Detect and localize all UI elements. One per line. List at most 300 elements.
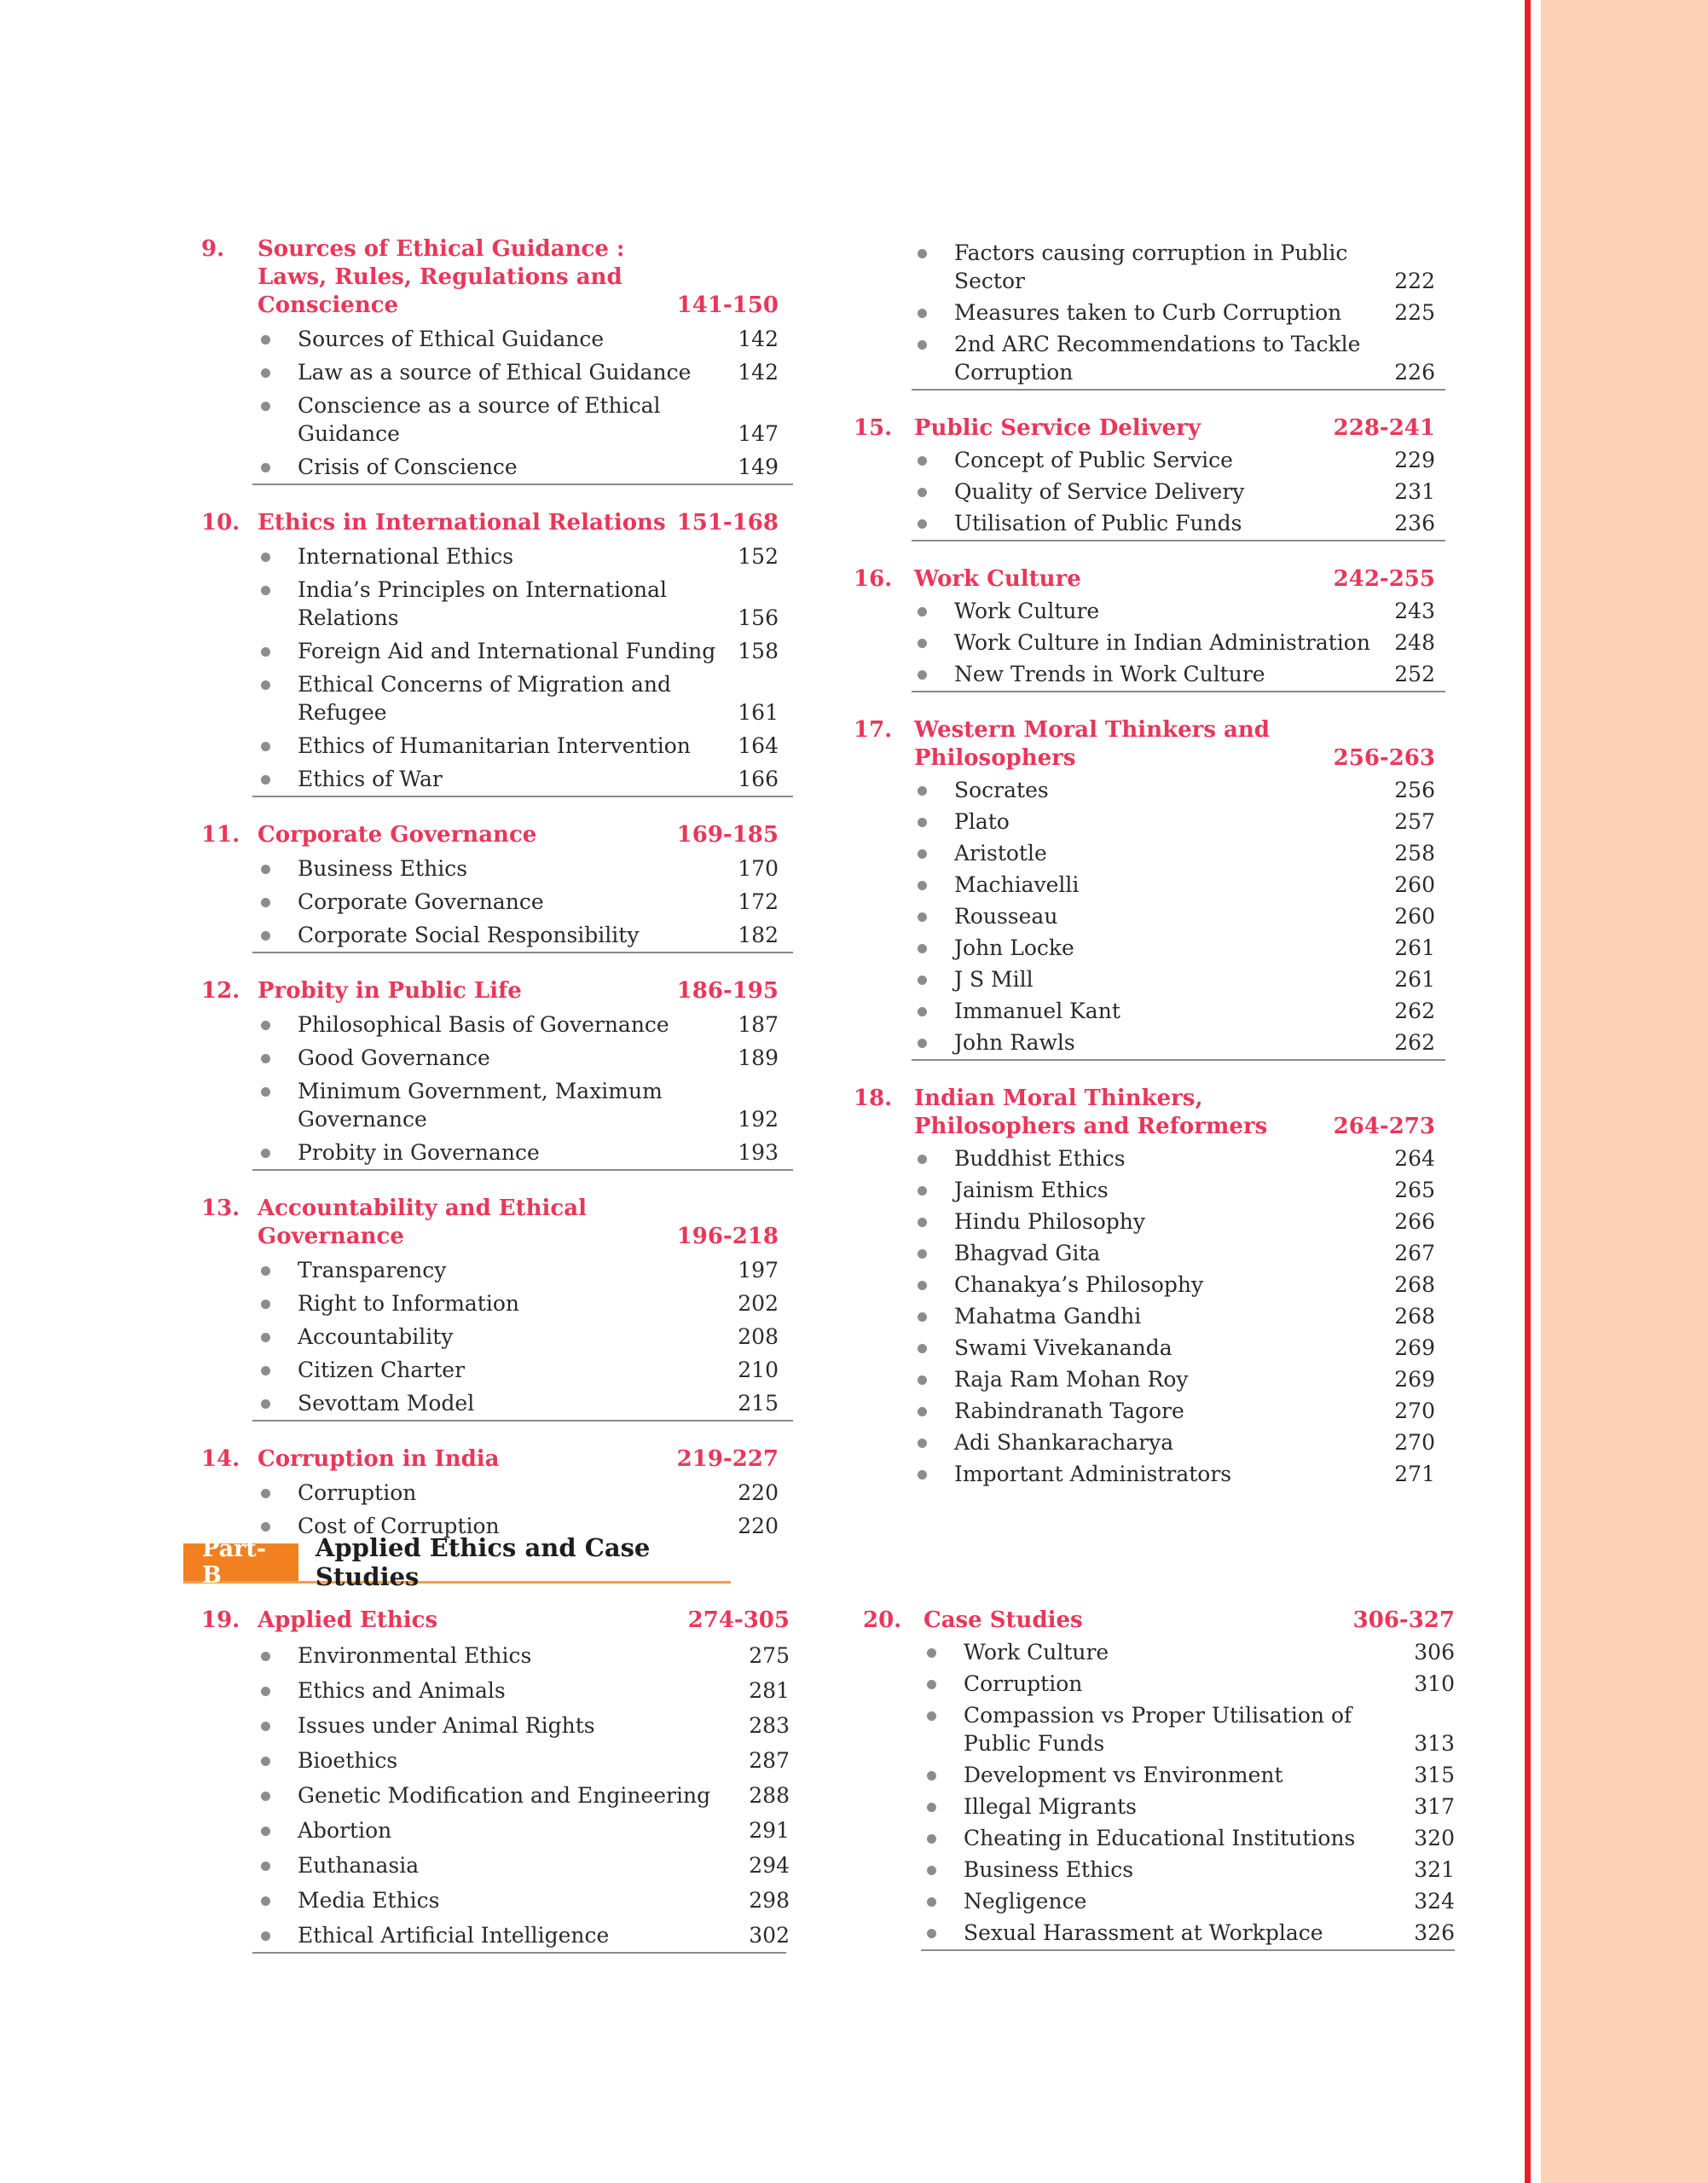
toc-right-sections [854, 414, 1445, 1488]
chapter-title: Public Service Delivery [914, 415, 1201, 441]
toc-entry[interactable] [201, 854, 793, 883]
section-divider [252, 484, 793, 485]
toc-entry[interactable] [201, 670, 793, 727]
bullet-icon [927, 1929, 936, 1938]
toc-entry-title: Sevottam Model [298, 1391, 475, 1416]
toc-entry-title: Abortion [298, 1818, 392, 1843]
toc-entry-page: 182 [738, 923, 779, 947]
bullet-icon [918, 944, 927, 953]
chapter-number: 14. [201, 1446, 240, 1472]
bullet-icon [918, 340, 927, 350]
bullet-icon [927, 1834, 936, 1844]
toc-entry-page: 310 [1414, 1671, 1455, 1696]
section-divider [252, 1952, 786, 1954]
chapter-number: 15. [854, 415, 893, 441]
bullet-icon [261, 402, 270, 411]
chapter-topic-list [854, 446, 1445, 537]
toc-entry-page: 324 [1414, 1889, 1455, 1914]
toc-entry[interactable] [201, 1921, 790, 1949]
toc-entry-page: 226 [1394, 360, 1435, 385]
toc-entry[interactable] [854, 934, 1445, 962]
bullet-icon [261, 680, 270, 690]
bullet-icon [261, 1333, 270, 1342]
bullet-icon [261, 1652, 270, 1661]
toc-section [201, 977, 793, 1171]
toc-entry[interactable] [863, 1887, 1455, 1915]
bullet-icon [261, 335, 270, 345]
toc-entry[interactable] [863, 1761, 1455, 1789]
toc-entry-title: Immanuel Kant [954, 999, 1120, 1023]
toc-entry-page: 264 [1394, 1146, 1435, 1171]
toc-entry-page: 270 [1394, 1398, 1435, 1423]
toc-entry-page: 288 [749, 1783, 790, 1808]
toc-entry[interactable] [201, 1479, 793, 1507]
bullet-icon [918, 1375, 927, 1385]
toc-entry-page: 149 [738, 455, 779, 479]
toc-entry[interactable] [854, 330, 1445, 386]
chapter-heading[interactable] [854, 565, 1445, 594]
toc-entry-page: 306 [1414, 1640, 1455, 1665]
page-edge-red-rule [1525, 0, 1531, 2183]
toc-entry-title: Foreign Aid and International Funding [298, 639, 716, 663]
toc-entry[interactable] [854, 776, 1445, 804]
toc-entry[interactable] [854, 298, 1445, 327]
toc-entry-title: India’s Principles on International Relations [298, 577, 668, 630]
toc-left-column [201, 235, 793, 1564]
toc-entry[interactable] [854, 1397, 1445, 1425]
toc-entry-page: 158 [738, 639, 779, 663]
toc-entry[interactable] [863, 1670, 1455, 1698]
toc-entry-title: Rabindranath Tagore [954, 1398, 1184, 1423]
toc-continued-section [854, 239, 1445, 391]
toc-entry[interactable] [854, 1144, 1445, 1173]
toc-entry-title: Mahatma Gandhi [954, 1304, 1142, 1329]
bullet-icon [918, 456, 927, 466]
chapter-page-range: 219-227 [676, 1446, 779, 1472]
toc-entry[interactable] [201, 1356, 793, 1384]
toc-entry-page: 152 [738, 544, 779, 569]
toc-entry-page: 225 [1394, 300, 1435, 325]
toc-entry[interactable] [201, 453, 793, 481]
toc-entry-page: 164 [738, 733, 779, 758]
toc-entry-page: 302 [749, 1923, 790, 1948]
toc-entry[interactable] [201, 637, 793, 665]
toc-entry-title: Corruption [964, 1671, 1083, 1696]
toc-entry-page: 236 [1394, 511, 1435, 536]
bullet-icon [261, 1087, 270, 1097]
toc-entry-page: 257 [1394, 809, 1435, 834]
toc-entry-title: New Trends in Work Culture [954, 662, 1265, 686]
bullet-icon [261, 1266, 270, 1276]
toc-section [201, 1195, 793, 1422]
chapter-title: Indian Moral Thinkers, Philosophers and Reformers [914, 1086, 1268, 1139]
toc-entry-page: 193 [738, 1140, 779, 1165]
toc-entry-title: Work Culture [954, 599, 1100, 623]
bullet-icon [261, 742, 270, 751]
toc-entry-title: Conscience as a source of Ethical Guidance [298, 393, 661, 446]
chapter-page-range: 228-241 [1333, 415, 1435, 441]
toc-entry[interactable] [201, 1851, 790, 1879]
bullet-icon [918, 1312, 927, 1322]
toc-entry[interactable] [201, 732, 793, 760]
chapter-number: 11. [201, 822, 240, 848]
bullet-icon [261, 1489, 270, 1498]
toc-entry-title: 2nd ARC Recommendations to Tackle Corruption [954, 332, 1361, 385]
bullet-icon [918, 639, 927, 648]
toc-entry-title: John Rawls [954, 1030, 1075, 1055]
toc-entry[interactable] [854, 1428, 1445, 1456]
toc-entry-page: 291 [749, 1818, 790, 1843]
toc-entry-title: International Ethics [298, 544, 514, 569]
bullet-icon [261, 1149, 270, 1158]
bullet-icon [261, 865, 270, 874]
toc-entry[interactable] [854, 997, 1445, 1025]
toc-entry-title: Development vs Environment [964, 1763, 1283, 1787]
toc-entry-title: Philosophical Basis of Governance [298, 1012, 669, 1037]
toc-entry-page: 315 [1414, 1763, 1455, 1787]
bullet-icon [918, 1470, 927, 1479]
toc-entry[interactable] [201, 1886, 790, 1914]
bullet-icon [918, 1186, 927, 1196]
toc-entry-page: 248 [1394, 630, 1435, 655]
toc-entry-page: 326 [1414, 1920, 1455, 1945]
toc-entry-title: Machiavelli [954, 872, 1080, 897]
toc-entry-title: J S Mill [954, 967, 1033, 992]
toc-section [201, 235, 793, 485]
toc-entry[interactable] [854, 1271, 1445, 1299]
toc-entry[interactable] [201, 391, 793, 448]
toc-entry-page: 170 [738, 856, 779, 881]
section-divider [252, 796, 793, 797]
toc-entry-title: Raja Ram Mohan Roy [954, 1367, 1189, 1392]
toc-entry-title: Socrates [954, 778, 1049, 802]
bullet-icon [927, 1711, 936, 1721]
chapter-title: Sources of Ethical Guidance : Laws, Rules, Regulations and Conscience [258, 236, 625, 318]
toc-section [854, 565, 1445, 692]
toc-entry[interactable] [201, 1711, 790, 1740]
chapter-topic-list [854, 776, 1445, 1057]
bullet-icon [927, 1771, 936, 1781]
toc-entry[interactable] [201, 1138, 793, 1167]
bullet-icon [918, 519, 927, 529]
toc-entry[interactable] [863, 1919, 1455, 1947]
part-b-tag: Part-B [183, 1543, 298, 1581]
chapter-topic-list [201, 1479, 793, 1540]
bullet-icon [261, 368, 270, 378]
chapter-heading[interactable] [854, 414, 1445, 443]
toc-entry-page: 215 [738, 1391, 779, 1416]
toc-entry-page: 281 [749, 1678, 790, 1703]
toc-entry-title: Media Ethics [298, 1888, 440, 1913]
toc-entry[interactable] [201, 1256, 793, 1284]
bullet-icon [918, 1439, 927, 1448]
chapter-heading[interactable] [201, 235, 793, 320]
toc-entry-title: Business Ethics [964, 1857, 1134, 1882]
part-b-left-column [201, 1607, 790, 1954]
toc-entry[interactable] [854, 478, 1445, 506]
part-b-title: Applied Ethics and Case Studies [315, 1533, 651, 1591]
toc-entry-title: Important Administrators [954, 1462, 1232, 1486]
bullet-icon [927, 1648, 936, 1658]
toc-section [201, 1607, 790, 1954]
toc-entry-page: 294 [749, 1853, 790, 1878]
chapter-page-range: 264-273 [1333, 1114, 1435, 1139]
toc-entry-page: 275 [749, 1643, 790, 1668]
toc-entry[interactable] [854, 902, 1445, 930]
toc-entry-page: 266 [1394, 1209, 1435, 1234]
bullet-icon [918, 849, 927, 859]
toc-entry[interactable] [854, 446, 1445, 474]
chapter-heading[interactable] [201, 977, 793, 1005]
bullet-icon [261, 1366, 270, 1375]
toc-entry-title: Probity in Governance [298, 1140, 540, 1165]
section-divider [912, 389, 1445, 391]
toc-entry-page: 210 [738, 1358, 779, 1382]
toc-entry[interactable] [201, 1746, 790, 1775]
toc-entry-page: 156 [738, 605, 779, 630]
chapter-number: 16. [854, 566, 893, 592]
toc-entry[interactable] [863, 1638, 1455, 1666]
chapter-page-range: 242-255 [1333, 566, 1435, 592]
chapter-topic-list [201, 854, 793, 949]
toc-entry[interactable] [854, 660, 1445, 688]
toc-entry-page: 231 [1394, 479, 1435, 504]
toc-entry-page: 147 [738, 421, 779, 446]
toc-entry[interactable] [854, 1365, 1445, 1393]
toc-entry-title: Quality of Service Delivery [954, 479, 1245, 504]
bullet-icon [261, 898, 270, 907]
toc-entry[interactable] [854, 1028, 1445, 1057]
part-b-right-column [863, 1607, 1455, 1951]
bullet-icon [927, 1803, 936, 1812]
toc-entry[interactable] [854, 1302, 1445, 1330]
toc-entry-title: Aristotle [954, 841, 1047, 866]
bullet-icon [261, 1792, 270, 1801]
bullet-icon [918, 1039, 927, 1048]
bullet-icon [918, 976, 927, 985]
chapter-topic-list [863, 1638, 1455, 1947]
toc-entry-page: 262 [1394, 1030, 1435, 1055]
section-divider [252, 1169, 793, 1171]
toc-entry-title: Corporate Social Responsibility [298, 923, 640, 947]
toc-entry-title: Sources of Ethical Guidance [298, 327, 605, 351]
toc-entry[interactable] [201, 1816, 790, 1844]
chapter-page-range: 256-263 [1333, 745, 1435, 771]
bullet-icon [261, 1757, 270, 1766]
toc-section [854, 716, 1445, 1061]
toc-entry[interactable] [201, 888, 793, 916]
chapter-page-range: 274-305 [687, 1607, 790, 1633]
toc-entry-title: Minimum Government, Maximum Governance [298, 1079, 663, 1132]
chapter-heading[interactable] [854, 716, 1445, 773]
toc-entry-page: 260 [1394, 872, 1435, 897]
bullet-icon [261, 1722, 270, 1731]
bullet-icon [918, 1007, 927, 1016]
toc-entry[interactable] [863, 1856, 1455, 1884]
chapter-heading[interactable] [201, 509, 793, 537]
page-side-band [1541, 0, 1708, 2183]
toc-entry-title: Sexual Harassment at Workplace [964, 1920, 1323, 1945]
toc-entry[interactable] [201, 325, 793, 353]
toc-entry-page: 208 [738, 1324, 779, 1349]
toc-entry-page: 320 [1414, 1826, 1455, 1850]
chapter-number: 10. [201, 510, 240, 536]
bullet-icon [261, 1054, 270, 1063]
bullet-icon [261, 1522, 270, 1532]
toc-entry-page: 172 [738, 889, 779, 914]
toc-entry-page: 283 [749, 1713, 790, 1738]
bullet-icon [918, 249, 927, 258]
toc-entry[interactable] [863, 1824, 1455, 1852]
toc-entry-page: 220 [738, 1480, 779, 1505]
chapter-number: 18. [854, 1086, 893, 1111]
toc-entry-title: Ethics of War [298, 767, 443, 791]
toc-entry-page: 142 [738, 360, 779, 385]
toc-entry[interactable] [201, 358, 793, 386]
toc-entry-title: Factors causing corruption in Public Sector [954, 240, 1348, 293]
section-divider [912, 540, 1445, 541]
toc-entry[interactable] [854, 509, 1445, 537]
bullet-icon [918, 818, 927, 827]
bullet-icon [261, 775, 270, 785]
toc-entry-title: Ethics of Humanitarian Intervention [298, 733, 691, 758]
toc-entry[interactable] [854, 839, 1445, 867]
chapter-page-range: 169-185 [676, 822, 779, 848]
toc-entry-title: Measures taken to Curb Corruption [954, 300, 1342, 325]
section-divider [252, 952, 793, 953]
toc-entry-title: Ethics and Animals [298, 1678, 506, 1703]
toc-entry-title: Good Governance [298, 1045, 490, 1070]
toc-entry-page: 261 [1394, 935, 1435, 960]
toc-entry-page: 298 [749, 1888, 790, 1913]
toc-entry-page: 166 [738, 767, 779, 791]
toc-entry[interactable] [201, 1389, 793, 1417]
toc-section [201, 509, 793, 797]
toc-entry[interactable] [201, 1077, 793, 1133]
toc-entry[interactable] [854, 1239, 1445, 1267]
bullet-icon [261, 1827, 270, 1836]
bullet-icon [918, 1281, 927, 1290]
chapter-heading[interactable] [201, 1445, 793, 1474]
chapter-heading[interactable] [201, 1195, 793, 1251]
toc-entry[interactable] [201, 1044, 793, 1072]
chapter-heading[interactable] [201, 1607, 790, 1635]
toc-entry[interactable] [201, 1010, 793, 1039]
section-divider [921, 1949, 1455, 1951]
toc-entry[interactable] [201, 1289, 793, 1317]
chapter-topic-list [201, 542, 793, 793]
toc-entry-title: Jainism Ethics [954, 1178, 1109, 1202]
bullet-icon [918, 309, 927, 318]
chapter-title: Accountability and Ethical Governance [258, 1196, 587, 1249]
bullet-icon [918, 1407, 927, 1416]
bullet-icon [918, 488, 927, 497]
chapter-number: 13. [201, 1196, 240, 1221]
toc-entry-page: 268 [1394, 1272, 1435, 1297]
toc-entry-page: 202 [738, 1291, 779, 1316]
toc-entry[interactable] [854, 965, 1445, 993]
chapter-heading[interactable] [201, 821, 793, 849]
toc-entry-page: 269 [1394, 1367, 1435, 1392]
bullet-icon [927, 1897, 936, 1907]
toc-entry-title: Chanakya’s Philosophy [954, 1272, 1204, 1297]
chapter-heading[interactable] [863, 1607, 1455, 1635]
toc-entry-page: 271 [1394, 1462, 1435, 1486]
toc-entry[interactable] [201, 921, 793, 949]
toc-entry[interactable] [201, 542, 793, 570]
toc-entry-page: 192 [738, 1107, 779, 1132]
toc-entry-page: 287 [749, 1748, 790, 1773]
toc-entry-title: Environmental Ethics [298, 1643, 532, 1668]
toc-entry-page: 142 [738, 327, 779, 351]
toc-entry-title: Ethical Concerns of Migration and Refugee [298, 672, 672, 725]
toc-entry-title: Work Culture [964, 1640, 1109, 1665]
bullet-icon [261, 1021, 270, 1030]
toc-entry[interactable] [201, 1642, 790, 1670]
chapter-topic-list [201, 1010, 793, 1167]
toc-continued-items [854, 239, 1445, 386]
toc-entry[interactable] [201, 765, 793, 793]
toc-entry-page: 313 [1414, 1731, 1455, 1756]
chapter-title: Ethics in International Relations [258, 510, 666, 536]
toc-entry-title: Law as a source of Ethical Guidance [298, 360, 692, 385]
toc-entry-title: Concept of Public Service [954, 448, 1233, 472]
toc-entry-title: Illegal Migrants [964, 1794, 1137, 1819]
chapter-title: Corporate Governance [258, 822, 537, 848]
toc-entry[interactable] [201, 1323, 793, 1351]
bullet-icon [261, 553, 270, 562]
section-divider [912, 691, 1445, 692]
toc-entry-page: 269 [1394, 1335, 1435, 1360]
toc-entry[interactable] [201, 1781, 790, 1810]
toc-entry-page: 265 [1394, 1178, 1435, 1202]
toc-entry[interactable] [201, 576, 793, 632]
toc-entry-title: Corporate Governance [298, 889, 544, 914]
toc-entry-page: 187 [738, 1012, 779, 1037]
toc-entry-page: 229 [1394, 448, 1435, 472]
toc-entry[interactable] [854, 1334, 1445, 1362]
toc-entry-title: Buddhist Ethics [954, 1146, 1126, 1171]
toc-entry[interactable] [854, 628, 1445, 657]
toc-entry-page: 262 [1394, 999, 1435, 1023]
toc-entry-title: Crisis of Conscience [298, 455, 518, 479]
bullet-icon [261, 1931, 270, 1941]
toc-entry[interactable] [854, 1176, 1445, 1204]
toc-entry-title: Citizen Charter [298, 1358, 466, 1382]
chapter-number: 17. [854, 717, 893, 743]
toc-entry-page: 261 [1394, 967, 1435, 992]
bullet-icon [261, 1862, 270, 1871]
toc-entry[interactable] [854, 597, 1445, 625]
toc-entry[interactable] [854, 808, 1445, 836]
section-divider [252, 1420, 793, 1422]
chapter-heading[interactable] [854, 1085, 1445, 1141]
toc-entry-page: 243 [1394, 599, 1435, 623]
toc-entry[interactable] [863, 1701, 1455, 1757]
toc-entry[interactable] [201, 1676, 790, 1705]
chapter-number: 19. [201, 1607, 240, 1633]
toc-entry-title: Negligence [964, 1889, 1087, 1914]
toc-entry-title: Utilisation of Public Funds [954, 511, 1242, 536]
toc-entry-page: 260 [1394, 904, 1435, 929]
toc-entry[interactable] [854, 1460, 1445, 1488]
bullet-icon [918, 1155, 927, 1164]
toc-entry[interactable] [854, 871, 1445, 899]
toc-entry[interactable] [854, 1207, 1445, 1236]
toc-entry-title: Bioethics [298, 1748, 398, 1773]
toc-entry[interactable] [863, 1792, 1455, 1821]
toc-entry[interactable] [854, 239, 1445, 295]
